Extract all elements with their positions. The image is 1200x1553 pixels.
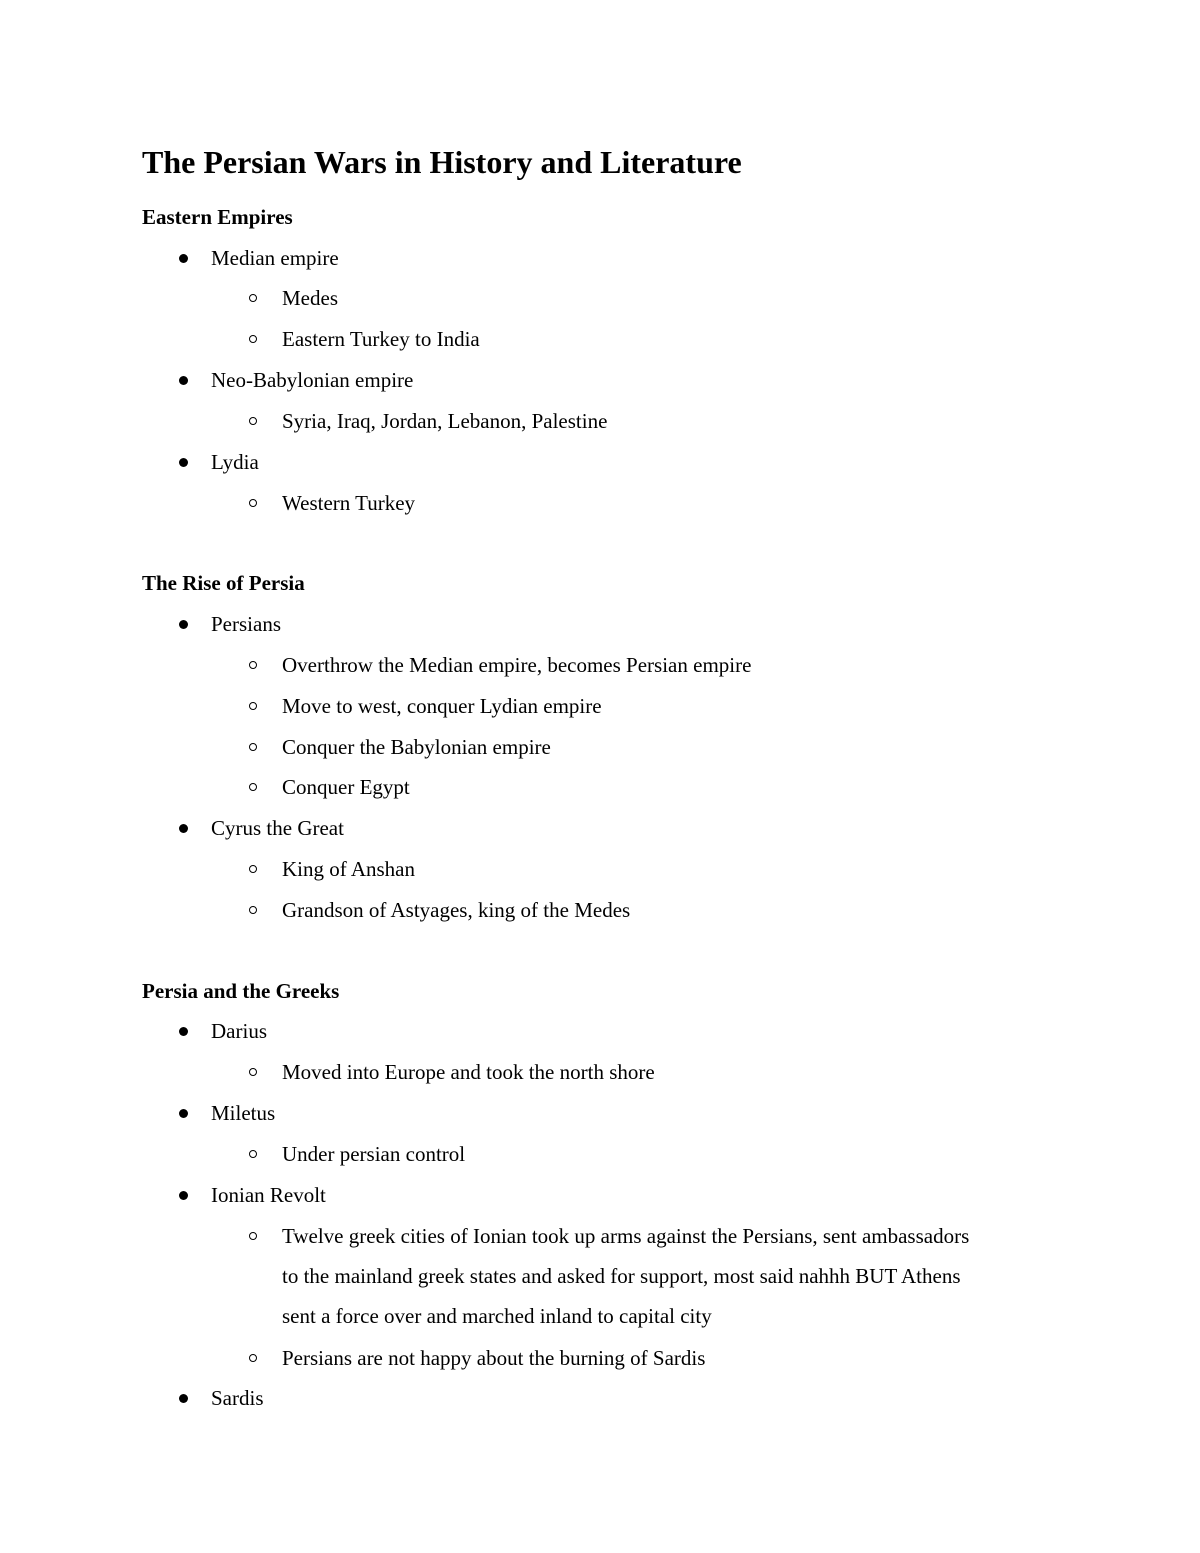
list-item: Neo-Babylonian empire [211,368,414,392]
bullet-disc-icon [179,824,188,833]
bullet-circle-icon [249,906,257,914]
bullet-disc-icon [179,376,188,385]
sub-list-item: Overthrow the Median empire, becomes Persian empire [282,653,752,677]
bullet-circle-icon [249,661,257,669]
sub-list-item: Under persian control [282,1142,466,1166]
list-item: Cyrus the Great [211,816,344,840]
bullet-circle-icon [249,702,257,710]
sub-list-item: Conquer the Babylonian empire [282,735,551,759]
bullet-circle-icon [249,294,257,302]
bullet-circle-icon [249,499,257,507]
list-item: Miletus [211,1101,276,1125]
bullet-disc-icon [179,620,188,629]
sub-list-item: Move to west, conquer Lydian empire [282,694,602,718]
bullet-circle-icon [249,783,257,791]
section-heading-rise-of-persia: The Rise of Persia [142,571,305,595]
bullet-circle-icon [249,743,257,751]
list-item: Darius [211,1019,267,1043]
bullet-circle-icon [249,1232,257,1240]
sub-list-item-wrapped-line: Twelve greek cities of Ionian took up arms against the Persians, sent ambassadors [282,1224,970,1248]
list-item: Lydia [211,450,259,474]
bullet-disc-icon [179,458,188,467]
bullet-disc-icon [179,1109,188,1118]
bullet-circle-icon [249,335,257,343]
bullet-disc-icon [179,1191,188,1200]
section-heading-eastern-empires: Eastern Empires [142,205,293,229]
sub-list-item: Syria, Iraq, Jordan, Lebanon, Palestine [282,409,608,433]
list-item: Persians [211,612,281,636]
bullet-disc-icon [179,1027,188,1036]
sub-list-item: Persians are not happy about the burning of Sardis [282,1346,706,1370]
sub-list-item-wrapped-line: sent a force over and marched inland to capital city [282,1304,712,1328]
sub-list-item: Grandson of Astyages, king of the Medes [282,898,631,922]
list-item: Median empire [211,246,339,270]
page-title: The Persian Wars in History and Literature [142,144,742,180]
sub-list-item: Medes [282,286,338,310]
bullet-circle-icon [249,417,257,425]
sub-list-item: Eastern Turkey to India [282,327,480,351]
bullet-circle-icon [249,1354,257,1362]
sub-list-item: Conquer Egypt [282,775,410,799]
bullet-disc-icon [179,254,188,263]
bullet-circle-icon [249,1068,257,1076]
bullet-disc-icon [179,1394,188,1403]
bullet-circle-icon [249,1150,257,1158]
sub-list-item: Moved into Europe and took the north shore [282,1060,655,1084]
section-heading-persia-and-greeks: Persia and the Greeks [142,979,340,1003]
bullet-circle-icon [249,865,257,873]
sub-list-item: Western Turkey [282,491,416,515]
sub-list-item: King of Anshan [282,857,415,881]
list-item: Sardis [211,1386,264,1410]
sub-list-item-wrapped-line: to the mainland greek states and asked for support, most said nahhh BUT Athens [282,1264,961,1288]
list-item: Ionian Revolt [211,1183,326,1207]
